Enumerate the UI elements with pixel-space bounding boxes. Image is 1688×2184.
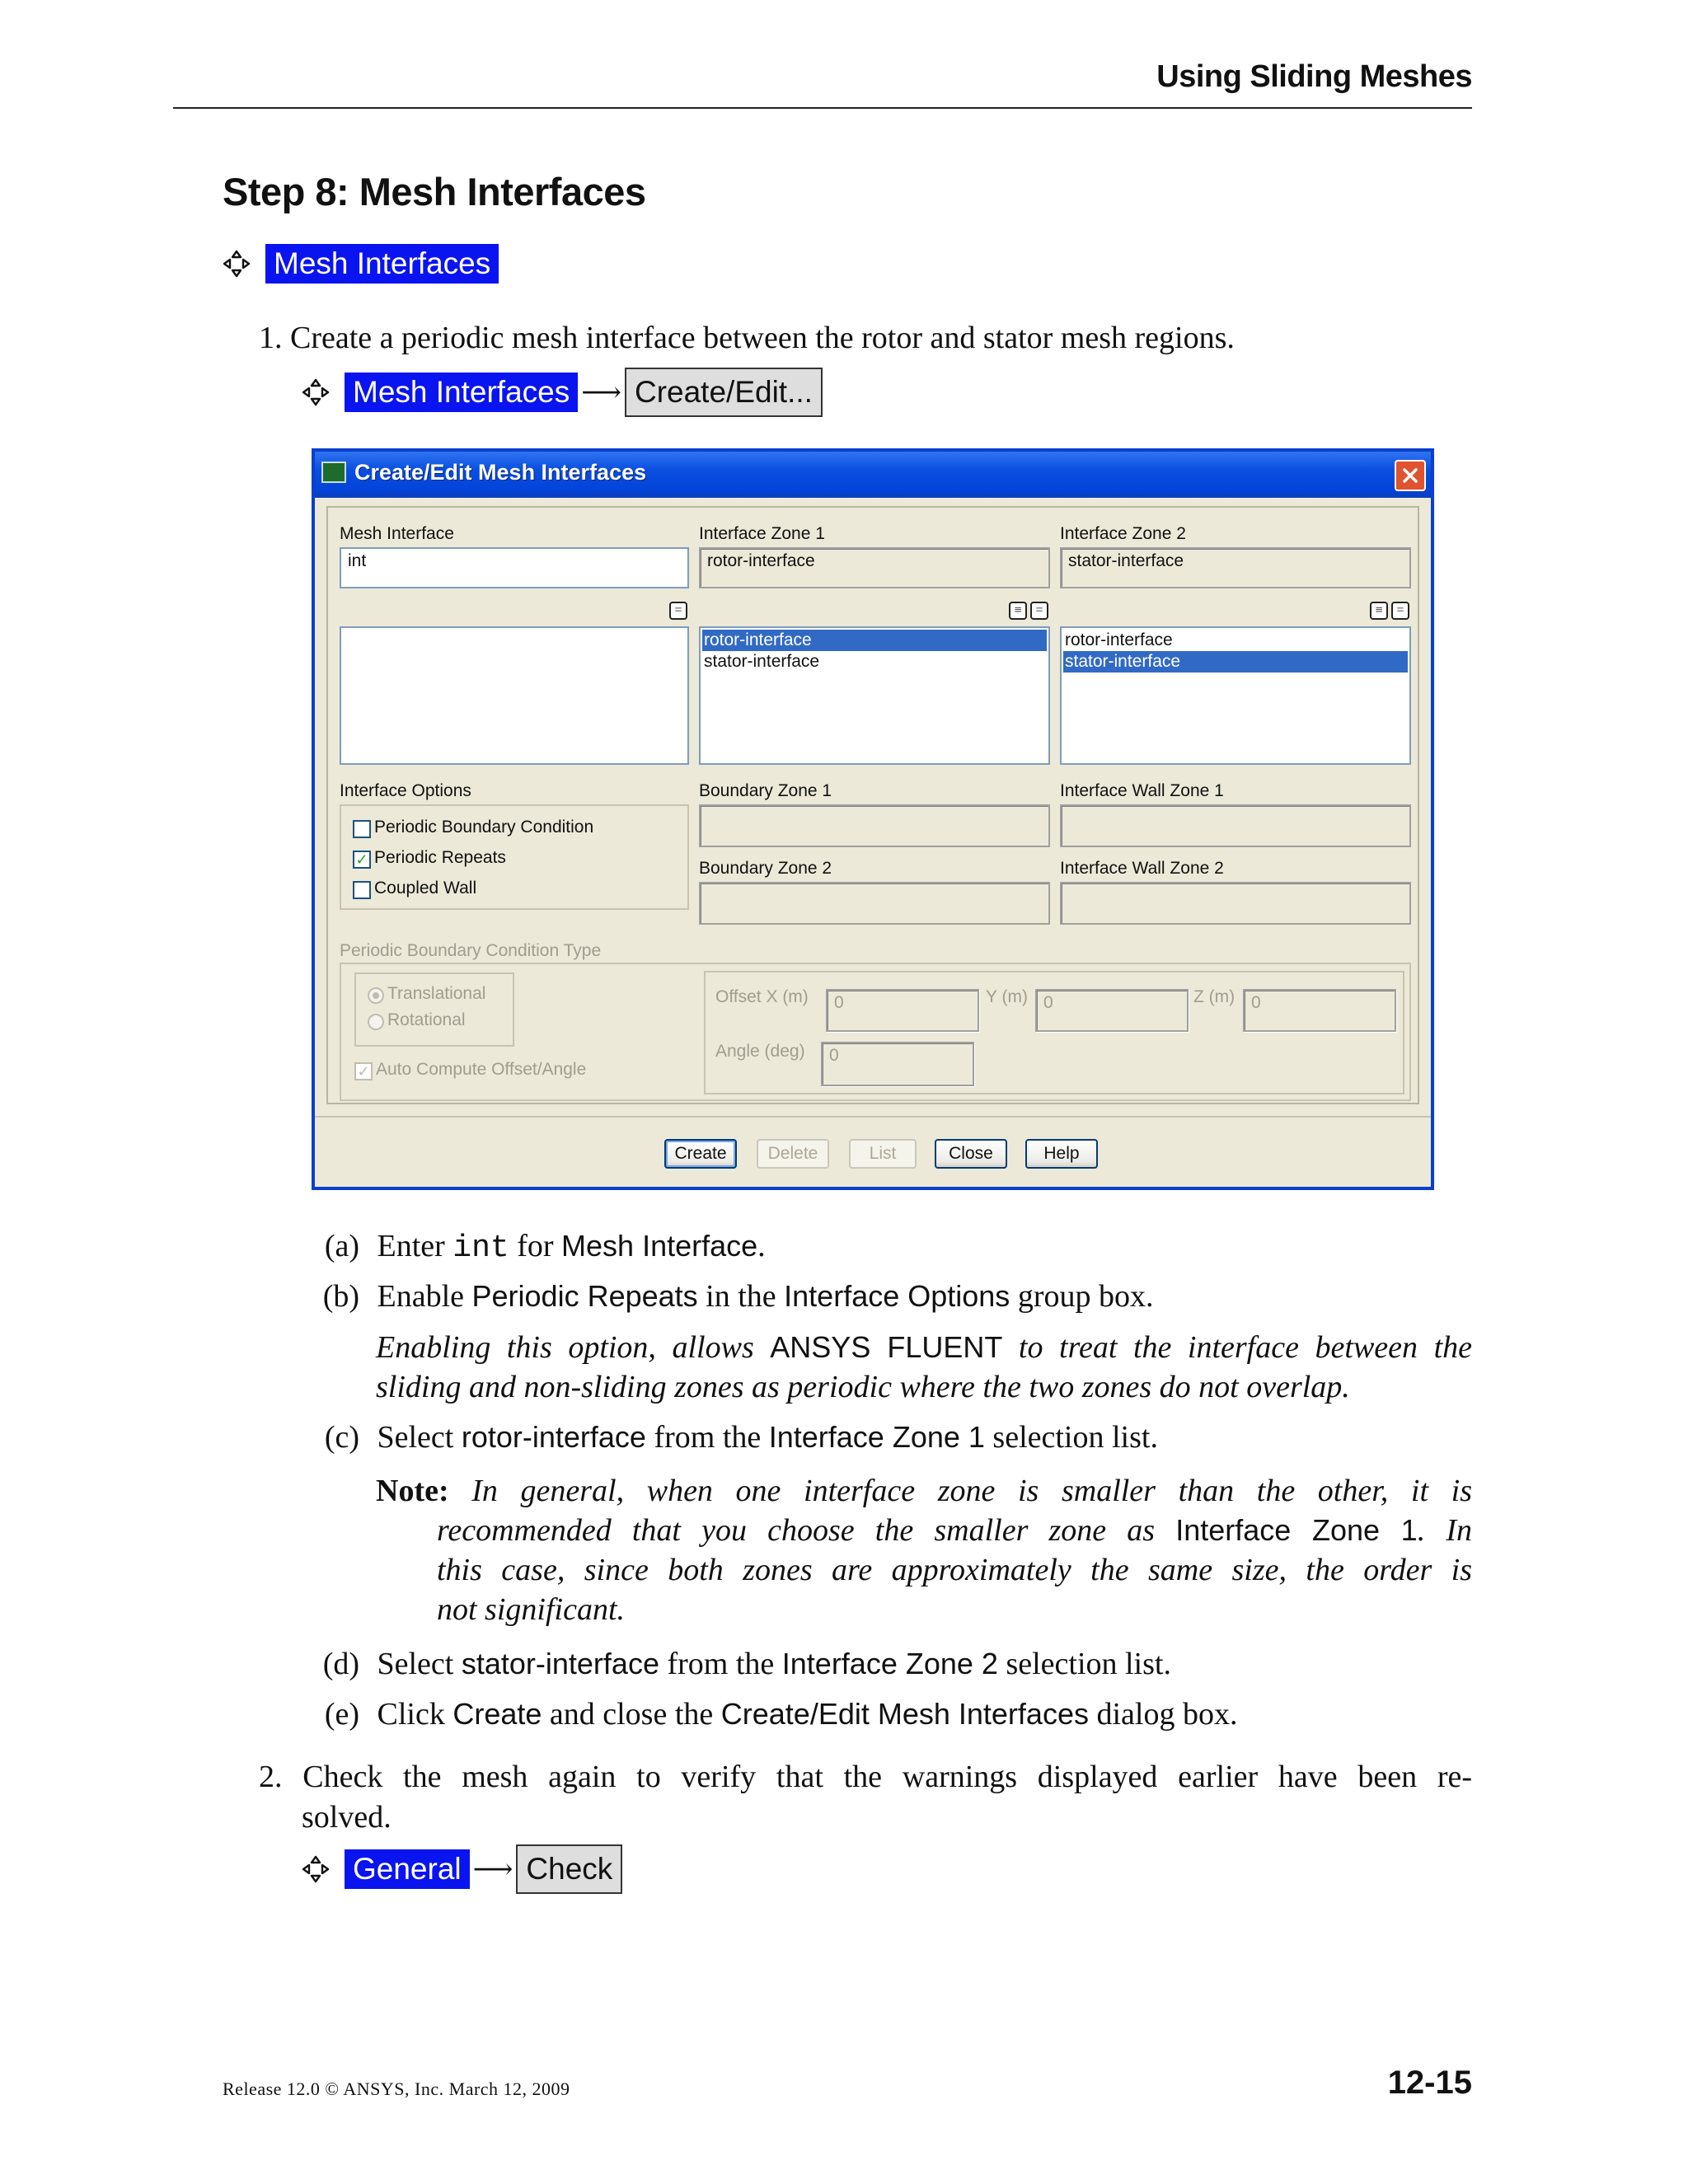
interface-wall-zone-2-field (1060, 882, 1411, 925)
list-deselect-icon[interactable]: = (669, 602, 687, 620)
check-button[interactable]: Check (516, 1844, 622, 1894)
offset-y-field: 0 (1035, 989, 1189, 1032)
help-button[interactable]: Help (1025, 1139, 1098, 1169)
angle-label: Angle (deg) (715, 1042, 805, 1061)
nav-arrow: ⟶ (472, 1854, 513, 1885)
boundary-zone-2-label: Boundary Zone 2 (699, 859, 832, 878)
nav-mesh-interfaces-link[interactable]: Mesh Interfaces (345, 373, 578, 412)
step-2-text-2: solved. (302, 1800, 392, 1835)
note-heading: Note: (376, 1474, 449, 1508)
nav-path-step1 (302, 371, 823, 414)
app-icon (321, 462, 346, 483)
mesh-interface-label: Mesh Interface (340, 524, 454, 543)
note-line-4: not significant. (437, 1592, 625, 1627)
boundary-zone-1-label: Boundary Zone 1 (699, 781, 832, 800)
radio-selected-icon[interactable] (368, 987, 384, 1004)
substep-d: (d) Select stator-interface from the Interface Zone 2 selection list. (322, 1647, 1171, 1681)
step-number: 2. (259, 1760, 283, 1794)
nav-path-step2 (302, 1848, 622, 1891)
auto-compute-checkbox[interactable]: ✓ Auto Compute Offset/Angle (354, 1060, 586, 1080)
substep-b-explanation: Enabling this option, allows ANSYS FLUENT to treat the interface between the (376, 1330, 1472, 1365)
create-button[interactable]: Create (664, 1139, 737, 1169)
substep-b: (b) Enable Periodic Repeats in the Interface Options group box. (322, 1279, 1154, 1314)
boundary-zone-1-field (699, 804, 1050, 847)
running-header: Using Sliding Meshes (1156, 59, 1472, 94)
substep-e: (e) Click Create and close the Create/Edit Mesh Interfaces dialog box. (324, 1697, 1238, 1732)
nav-mesh-interfaces-link[interactable]: Mesh Interfaces (265, 244, 499, 284)
header-rule (173, 107, 1472, 109)
move-arrows-icon (302, 378, 330, 406)
substep-b-explanation-2: sliding and non-sliding zones as periodic where the two zones do not overlap. (376, 1370, 1350, 1404)
interface-zone-1-field: rotor-interface (699, 547, 1050, 588)
checkbox-unchecked-icon[interactable] (353, 820, 371, 838)
inline-code: int (452, 1230, 509, 1266)
radio-unselected-icon[interactable] (368, 1014, 384, 1030)
list-item-stator-interface[interactable]: stator-interface (704, 652, 820, 671)
offset-x-field: 0 (826, 989, 979, 1032)
checkmark-icon[interactable]: ✓ (354, 1062, 373, 1080)
button-bar-separator (315, 1116, 1431, 1118)
note-line-2: recommended that you choose the smaller zone as Interface Zone 1. In (437, 1513, 1472, 1548)
note-line-1: Note: In general, when one interface zone is smaller than the other, it is (376, 1474, 1473, 1508)
interface-wall-zone-1-label: Interface Wall Zone 1 (1060, 781, 1224, 800)
checkbox-unchecked-icon[interactable] (353, 881, 371, 899)
coupled-wall-checkbox[interactable]: Coupled Wall (353, 879, 476, 899)
close-window-button[interactable] (1395, 460, 1426, 491)
checkmark-icon[interactable]: ✓ (353, 851, 371, 869)
interface-zone-2-list[interactable] (1060, 626, 1411, 765)
mesh-interface-field[interactable]: int (340, 547, 689, 588)
list-deselect-icon[interactable]: = (1030, 602, 1048, 620)
nav-arrow: ⟶ (581, 377, 621, 408)
note-line-3: this case, since both zones are approximately the same size, the order is (437, 1553, 1472, 1587)
interface-zone-2-field: stator-interface (1060, 547, 1411, 588)
periodic-boundary-condition-checkbox[interactable]: Periodic Boundary Condition (353, 818, 593, 838)
mesh-interface-list[interactable] (340, 626, 689, 765)
substep-c: (c) Select rotor-interface from the Interface Zone 1 selection list. (324, 1420, 1158, 1455)
offset-y-label: Y (m) (986, 987, 1028, 1006)
list-select-all-icon[interactable]: ≡ (1370, 602, 1388, 620)
nav-path-top (223, 242, 499, 285)
step-number: 1. (259, 321, 283, 355)
close-icon (1396, 462, 1424, 490)
periodic-repeats-checkbox[interactable]: ✓ Periodic Repeats (353, 848, 506, 869)
list-item-stator-interface[interactable]: stator-interface (1063, 651, 1408, 673)
create-edit-mesh-interfaces-dialog (312, 448, 1434, 1190)
create-edit-button[interactable]: Create/Edit... (625, 368, 823, 417)
close-button[interactable]: Close (935, 1139, 1007, 1169)
interface-options-label: Interface Options (340, 781, 471, 800)
interface-wall-zone-1-field (1060, 804, 1411, 847)
interface-zone-1-label: Interface Zone 1 (699, 524, 825, 543)
translational-radio[interactable]: Translational (368, 984, 485, 1004)
footer-release: Release 12.0 © ANSYS, Inc. March 12, 2009 (223, 2079, 570, 2099)
page-number: 12-15 (1387, 2064, 1472, 2101)
interface-wall-zone-2-label: Interface Wall Zone 2 (1060, 859, 1224, 878)
list-item-rotor-interface[interactable]: rotor-interface (702, 630, 1047, 651)
list-select-all-icon[interactable]: ≡ (1009, 602, 1027, 620)
dialog-title: Create/Edit Mesh Interfaces (354, 460, 647, 485)
move-arrows-icon (302, 1855, 330, 1883)
periodic-type-radio-group (354, 972, 514, 1047)
nav-general-link[interactable]: General (345, 1849, 470, 1889)
interface-options-group (340, 804, 689, 910)
substep-a: (a) Enter int for Mesh Interface. (324, 1229, 766, 1266)
rotational-radio[interactable]: Rotational (368, 1010, 466, 1030)
delete-button[interactable]: Delete (757, 1139, 829, 1169)
list-item-rotor-interface[interactable]: rotor-interface (1065, 630, 1173, 649)
section-title: Step 8: Mesh Interfaces (223, 170, 646, 213)
list-deselect-icon[interactable]: = (1391, 602, 1409, 620)
periodic-bc-type-label: Periodic Boundary Condition Type (340, 941, 602, 960)
offset-z-label: Z (m) (1193, 987, 1236, 1006)
interface-zone-1-list[interactable] (699, 626, 1050, 765)
offset-z-field: 0 (1243, 989, 1396, 1032)
angle-field: 0 (821, 1042, 974, 1086)
step-1-text: 1. Create a periodic mesh interface between the rotor and stator mesh regions. (259, 321, 1235, 355)
dialog-titlebar (315, 452, 1431, 498)
boundary-zone-2-field (699, 882, 1050, 925)
offset-x-label: Offset X (m) (715, 987, 809, 1006)
move-arrows-icon (223, 250, 251, 278)
interface-zone-2-label: Interface Zone 2 (1060, 524, 1186, 543)
step-2-text: 2. Check the mesh again to verify that the warnings displayed earlier have been re- (259, 1760, 1472, 1794)
list-button[interactable]: List (849, 1139, 917, 1169)
